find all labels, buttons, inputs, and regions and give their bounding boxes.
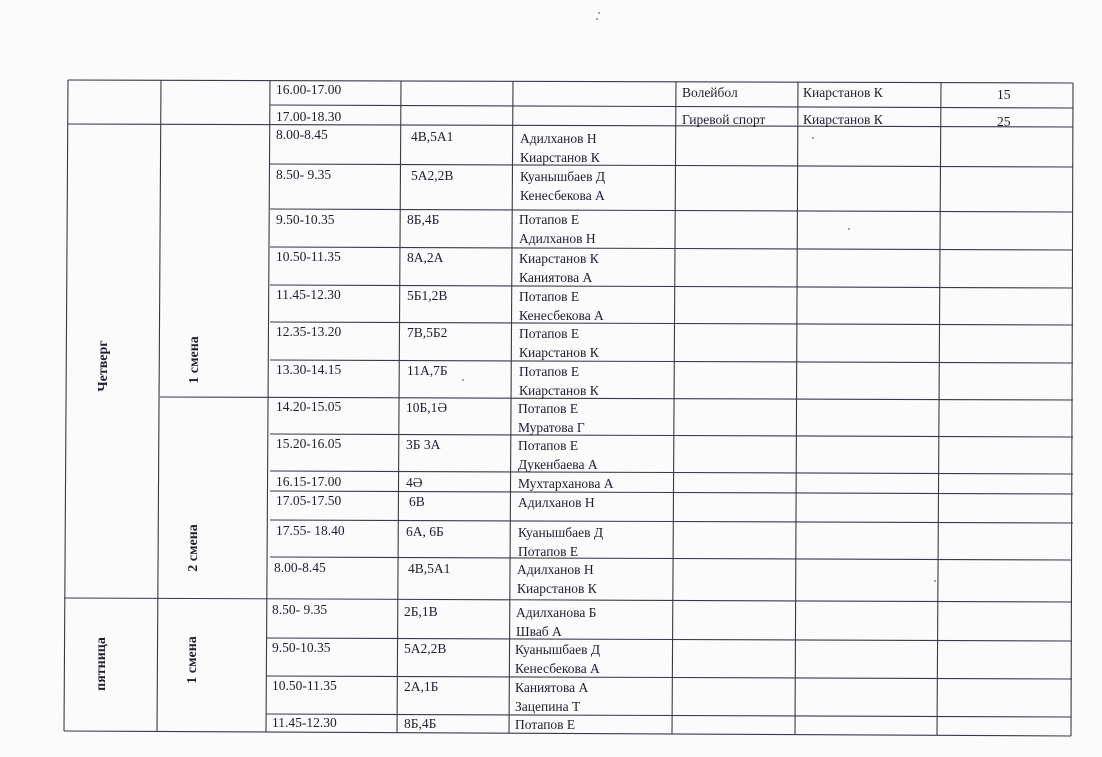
teachers-cell: Адилханов Н [518,495,595,510]
classes-cell: 8Б,4Б [407,212,440,227]
count-cell: 25 [997,114,1011,129]
teachers-cell: Потапов Е Кенесбекова А [519,289,604,323]
time-cell: 11.45-12.30 [272,715,337,730]
time-cell: 8.00-8.45 [274,560,326,575]
time-cell: 16.00-17.00 [276,82,342,97]
classes-cell: 8А,2А [407,250,444,265]
classes-cell: 11А,7Б [407,363,448,378]
scan-speck [598,12,600,14]
teachers-cell: Адилханов Н Киарстанов К [520,131,600,165]
time-cell: 8.50- 9.35 [272,602,328,617]
time-cell: 9.50-10.35 [272,640,331,655]
teachers-cell: Потапов Е Адилханов Н [519,212,596,246]
scan-speck [934,580,936,582]
classes-cell: 3Б 3А [406,437,441,452]
classes-cell: 7В,5Б2 [407,325,448,340]
day-label-friday: пятница [94,637,109,691]
count-cell: 15 [997,87,1011,102]
scan-speck [848,228,850,230]
teachers-cell: Потапов Е Муратова Г [518,401,585,435]
classes-cell: 4Ә [406,475,423,490]
leader-cell: Киарстанов К [803,85,883,100]
shift-label-friday-1: 1 смена [185,636,200,684]
classes-cell: 6В [409,494,425,509]
time-cell: 17.00-18.30 [276,109,342,124]
classes-cell: 2Б,1В [404,604,438,619]
classes-cell: 2А,1Б [404,679,439,694]
leader-cell: Киарстанов К [803,112,883,127]
classes-cell: 4В,5А1 [408,561,451,576]
time-cell: 16.15-17.00 [276,474,342,489]
day-label-thursday: Четверг [96,340,111,392]
classes-cell: 4В,5А1 [411,129,454,144]
time-cell: 11.45-12.30 [276,287,341,302]
scan-speck [462,379,464,381]
classes-cell: 5Б1,2В [407,288,448,303]
classes-cell: 5А2,2В [404,641,447,656]
classes-cell: 6А, 6Б [406,524,444,539]
time-cell: 8.50- 9.35 [276,167,332,182]
time-cell: 14.20-15.05 [276,399,342,414]
teachers-cell: Киарстанов К Каниятова А [519,251,599,285]
classes-cell: 10Б,1Ә [406,400,448,415]
teachers-cell: Куанышбаев Д Потапов Е [518,525,604,559]
time-cell: 9.50-10.35 [276,212,335,227]
time-cell: 17.55- 18.40 [276,523,345,538]
time-cell: 12.35-13.20 [276,324,342,339]
teachers-cell: Каниятова А Зацепина Т [515,680,589,714]
time-cell: 15.20-16.05 [276,436,342,451]
scan-speck [596,18,598,20]
time-cell: 17.05-17.50 [276,493,342,508]
classes-cell: 5А2,2В [411,168,454,183]
teachers-cell: Адилханов Н Киарстанов К [517,562,597,596]
time-cell: 10.50-11.35 [276,249,341,264]
teachers-cell: Потапов Е Киарстанов К [519,326,599,360]
teachers-cell: Адилханова Б Шваб А [516,605,597,639]
teachers-cell: Потапов Е [515,717,576,732]
teachers-cell: Потапов Е Дукенбаева А [518,438,598,472]
time-cell: 8.00-8.45 [276,127,328,142]
activity-cell: Волейбол [682,85,738,100]
shift-label-thursday-1: 1 смена [187,336,202,384]
classes-cell: 8Б,4Б [404,716,437,731]
teachers-cell: Потапов Е Киарстанов К [519,364,599,398]
time-cell: 10.50-11.35 [272,678,337,693]
activity-cell: Гиревой спорт [682,112,766,127]
teachers-cell: Куанышбаев Д Кенесбекова А [515,642,601,676]
shift-label-thursday-2: 2 смена [186,524,201,572]
teachers-cell: Мухтарханова А [518,476,614,491]
time-cell: 13.30-14.15 [276,362,342,377]
scan-speck [812,137,814,139]
teachers-cell: Куанышбаев Д Кенесбекова А [520,169,606,203]
